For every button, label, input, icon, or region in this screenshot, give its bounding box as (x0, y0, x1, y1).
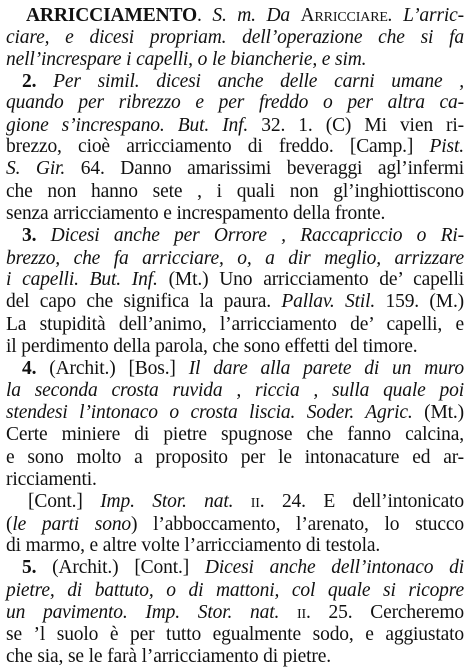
entry-text-segment: 4. (22, 358, 50, 380)
entry-text-segment: . L’arric- (387, 4, 465, 26)
entry-text-segment: 159. (M.) (375, 291, 465, 313)
entry-text-segment: i capelli. But. Inf. (6, 268, 158, 290)
entry-text-segment: del capo che significa la paura. (6, 291, 282, 313)
entry-text-segment: Certe miniere di pietre spugnose che fanno calcina, (6, 424, 464, 446)
entry-text-segment: 64. Danno amarissimi beveraggi agl’infermi (65, 158, 464, 180)
entry-text-segment: un pavimento. Imp. Stor. nat. (6, 601, 280, 623)
entry-text-segment: ii (250, 491, 260, 513)
entry-text-segment: Dicesi anche per Orrore , Raccapriccio o Ri- (50, 225, 464, 247)
entry-text-segment: (Mt.) Uno arricciamento de’ capelli (157, 268, 464, 290)
entry-text-segment: (Archit.) [Bos.] (49, 358, 189, 380)
entry-text-segment: la seconda crosta ruvida , riccia , sulla quale poi (6, 379, 464, 401)
entry-text-segment: ricciamenti. (6, 468, 97, 490)
entry-text-segment: 2. (22, 70, 54, 92)
entry-text-segment: e sono molto a proposito per le intonacature ed ar- (6, 446, 464, 468)
entry-text-segment: Imp. Stor. nat. (100, 491, 234, 513)
entry-text-segment: [Cont.] (28, 491, 101, 513)
entry-text-segment: nell’increspare i capelli, o le biancherie, e sim. (6, 48, 367, 70)
entry-text-segment: ARRICCIAMENTO (26, 4, 198, 26)
entry-text-segment: . (197, 4, 213, 26)
entry-text-segment: gione s’increspano. But. Inf. (6, 115, 249, 137)
entry-line (6, 90, 464, 116)
entry-text-segment: il perdimento della parola, che sono effetti del timore. (6, 335, 418, 357)
entry-text-segment: Pist. (429, 135, 464, 157)
entry-text-segment: brezzo, che fa arricciare, o, a dir meglio, arrizzare (6, 247, 464, 269)
entry-text-segment: che sia, se le farà l’arricciamento di pietre. (6, 645, 331, 667)
entry-text-segment: quando per ribrezzo e per freddo o per altra ca- (6, 92, 464, 114)
entry-text-segment: Dicesi anche dell’intonaco di (204, 557, 464, 579)
entry-text-segment: di marmo, e altre volte l’arricciamento di testola. (6, 534, 381, 556)
entry-text-segment: (Mt.) (412, 401, 464, 423)
entry-text-segment: 3. (22, 225, 51, 247)
entry-text-segment: S. Gir. (6, 158, 66, 180)
entry-text-segment: le parti sono (12, 513, 132, 535)
entry-text-segment: se ’l suolo è per tutto egualmente sodo, e aggiustato (6, 624, 464, 646)
entry-text-segment: Arricciare (300, 4, 388, 26)
entry-text-segment: (Archit.) [Cont.] (52, 557, 205, 579)
entry-text-segment: stendesi l’intonaco o crosta liscia. Soder. Agric. (6, 401, 413, 423)
entry-text-segment: 5. (22, 557, 53, 579)
entry-text-segment: S. m. Da (212, 4, 301, 26)
entry-text-segment: ) l’abboccamento, l’arenato, lo stucco (131, 513, 464, 535)
entry-text-segment: ciare, e dicesi propriam. dell’operazione che si fa (6, 27, 464, 49)
entry-text-segment: 32. 1. (C) Mi vien ri- (248, 115, 464, 137)
entry-text-segment: Per simil. dicesi anche delle carni umane , (53, 70, 464, 92)
entry-text-segment: ( (6, 513, 13, 535)
entry-text-segment: Pallav. Stil. (281, 291, 376, 313)
entry-text-segment: . 24. E dell’intonicato (259, 491, 464, 513)
entry-text-segment: senza arricciamento e increspamento della fronte. (6, 202, 386, 224)
entry-text-segment: Il dare alla parete di un muro (188, 358, 464, 380)
entry-text-segment (279, 602, 297, 623)
entry-text-segment: brezzo, cioè arricciamento di freddo. [Camp.] (6, 135, 430, 157)
entry-text-segment: ii (296, 601, 306, 623)
entry-line (6, 644, 464, 670)
entry-text-segment: che non hanno sete , i quali non gl’inghiottiscono (6, 180, 464, 202)
entry-text-segment: . 25. Cercheremo (306, 601, 464, 623)
entry-text-segment: pietre, di battuto, o di mattoni, col quale si ricopre (6, 579, 464, 601)
entry-text-segment (233, 491, 250, 512)
entry-text-segment: La stupidità dell’animo, l’arricciamento de’ capelli, e (6, 313, 464, 335)
